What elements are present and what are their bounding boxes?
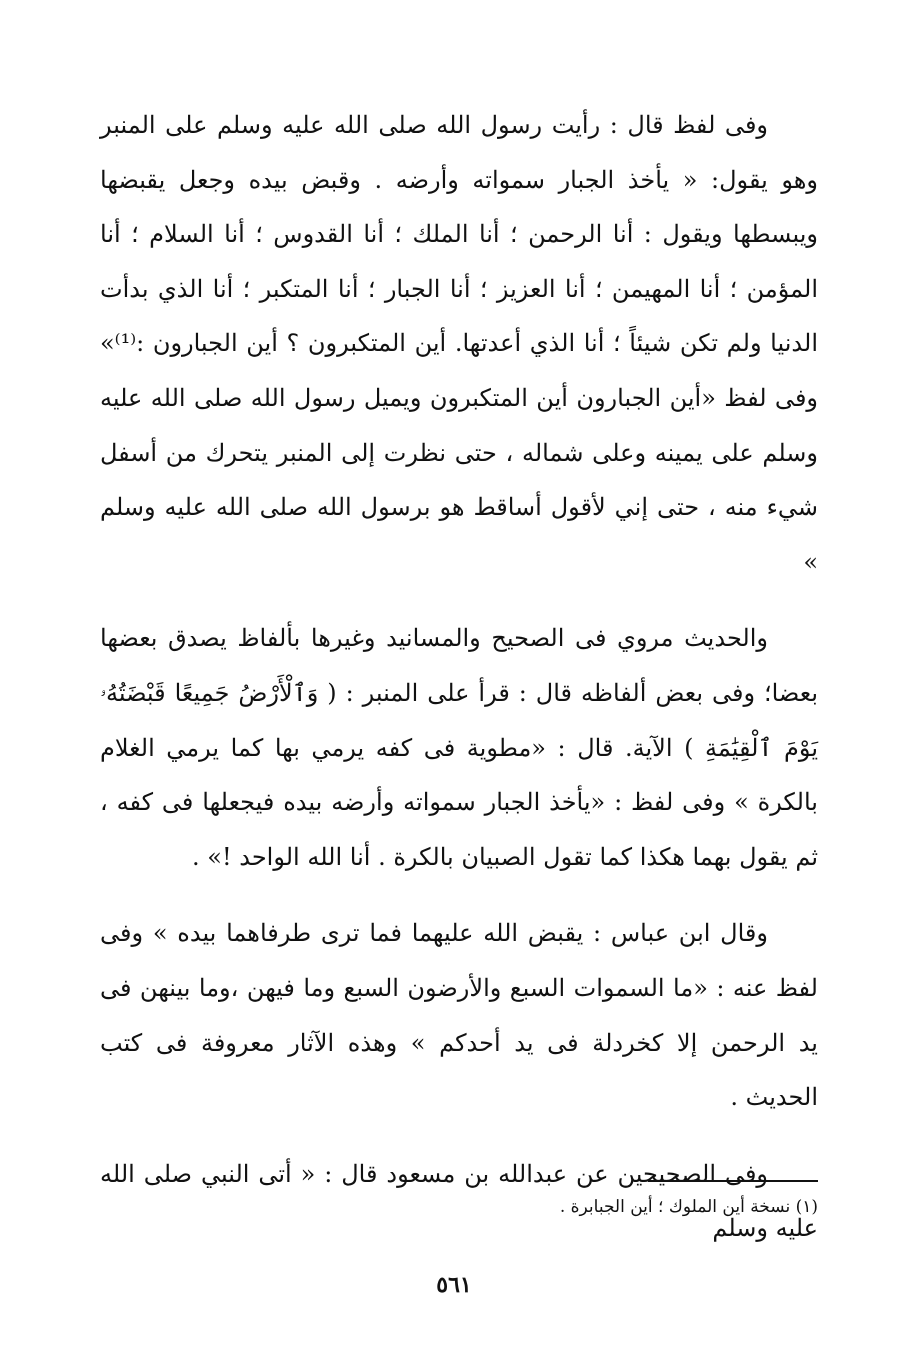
footnote-divider [648, 1180, 818, 1182]
paragraph-1: وفى لفظ قال : رأيت رسول الله صلى الله عليه وسلم على المنبر وهو يقول: « يأخذ الجبار سمواته وأرضه . وقبض بيده وجعل يقبضها ويبسطها ويقول : أنا الرحمن ؛ أنا الملك ؛ أنا القدوس ؛ أنا السلام ؛ أنا المؤمن ؛ أنا المهيمن ؛ أنا العزيز ؛ أنا الجبار ؛ أنا المتكبر ؛ أنا الذي بدأت الدنيا ولم تكن شيئاً ؛ أنا الذي أعدتها. أين المتكبرون ؟ أين الجبارون :⁽¹⁾» وفى لفظ «أين الجبارون أين المتكبرون ويميل رسول الله صلى الله عليه وسلم على يمينه وعلى شماله ، حتى نظرت إلى المنبر يتحرك من أسفل شيء منه ، حتى إني لأقول أساقط هو برسول الله صلى الله عليه وسلم » [100, 111, 818, 576]
paragraph-3: وقال ابن عباس : يقبض الله عليهما فما ترى طرفاهما بيده » وفى لفظ عنه : «ما السموات السبع والأرضون السبع وما فيهن ،وما بينهن فى يد الرحمن إلا كخردلة فى يد أحدكم » وهذه الآثار معروفة فى كتب الحديث . [100, 919, 818, 1112]
paragraph-2: والحديث مروي فى الصحيح والمسانيد وغيرها بألفاظ يصدق بعضها بعضا؛ وفى بعض ألفاظه قال : قرأ على المنبر : ( وَٱلْأَرْضُ جَمِيعًا قَبْضَتُهُۥ يَوْمَ ٱلْقِيَٰمَةِ ) الآية. قال : «مطوية فى كفه يرمي بها كما يرمي الغلام بالكرة » وفى لفظ : «يأخذ الجبار سمواته وأرضه بيده فيجعلها فى كفه ، ثم يقول بهما هكذا كما تقول الصبيان بالكرة . أنا الله الواحد !» . [100, 624, 818, 871]
footnote: (١) نسخة أين الملوك ؛ أين الجبابرة . [559, 1197, 818, 1217]
main-text [100, 98, 818, 1256]
paragraph-4: وفى الصحيحين عن عبدالله بن مسعود قال : « أتى النبي صلى الله عليه وسلم [100, 1159, 818, 1243]
page-number: ٥٦١ [436, 1272, 472, 1298]
